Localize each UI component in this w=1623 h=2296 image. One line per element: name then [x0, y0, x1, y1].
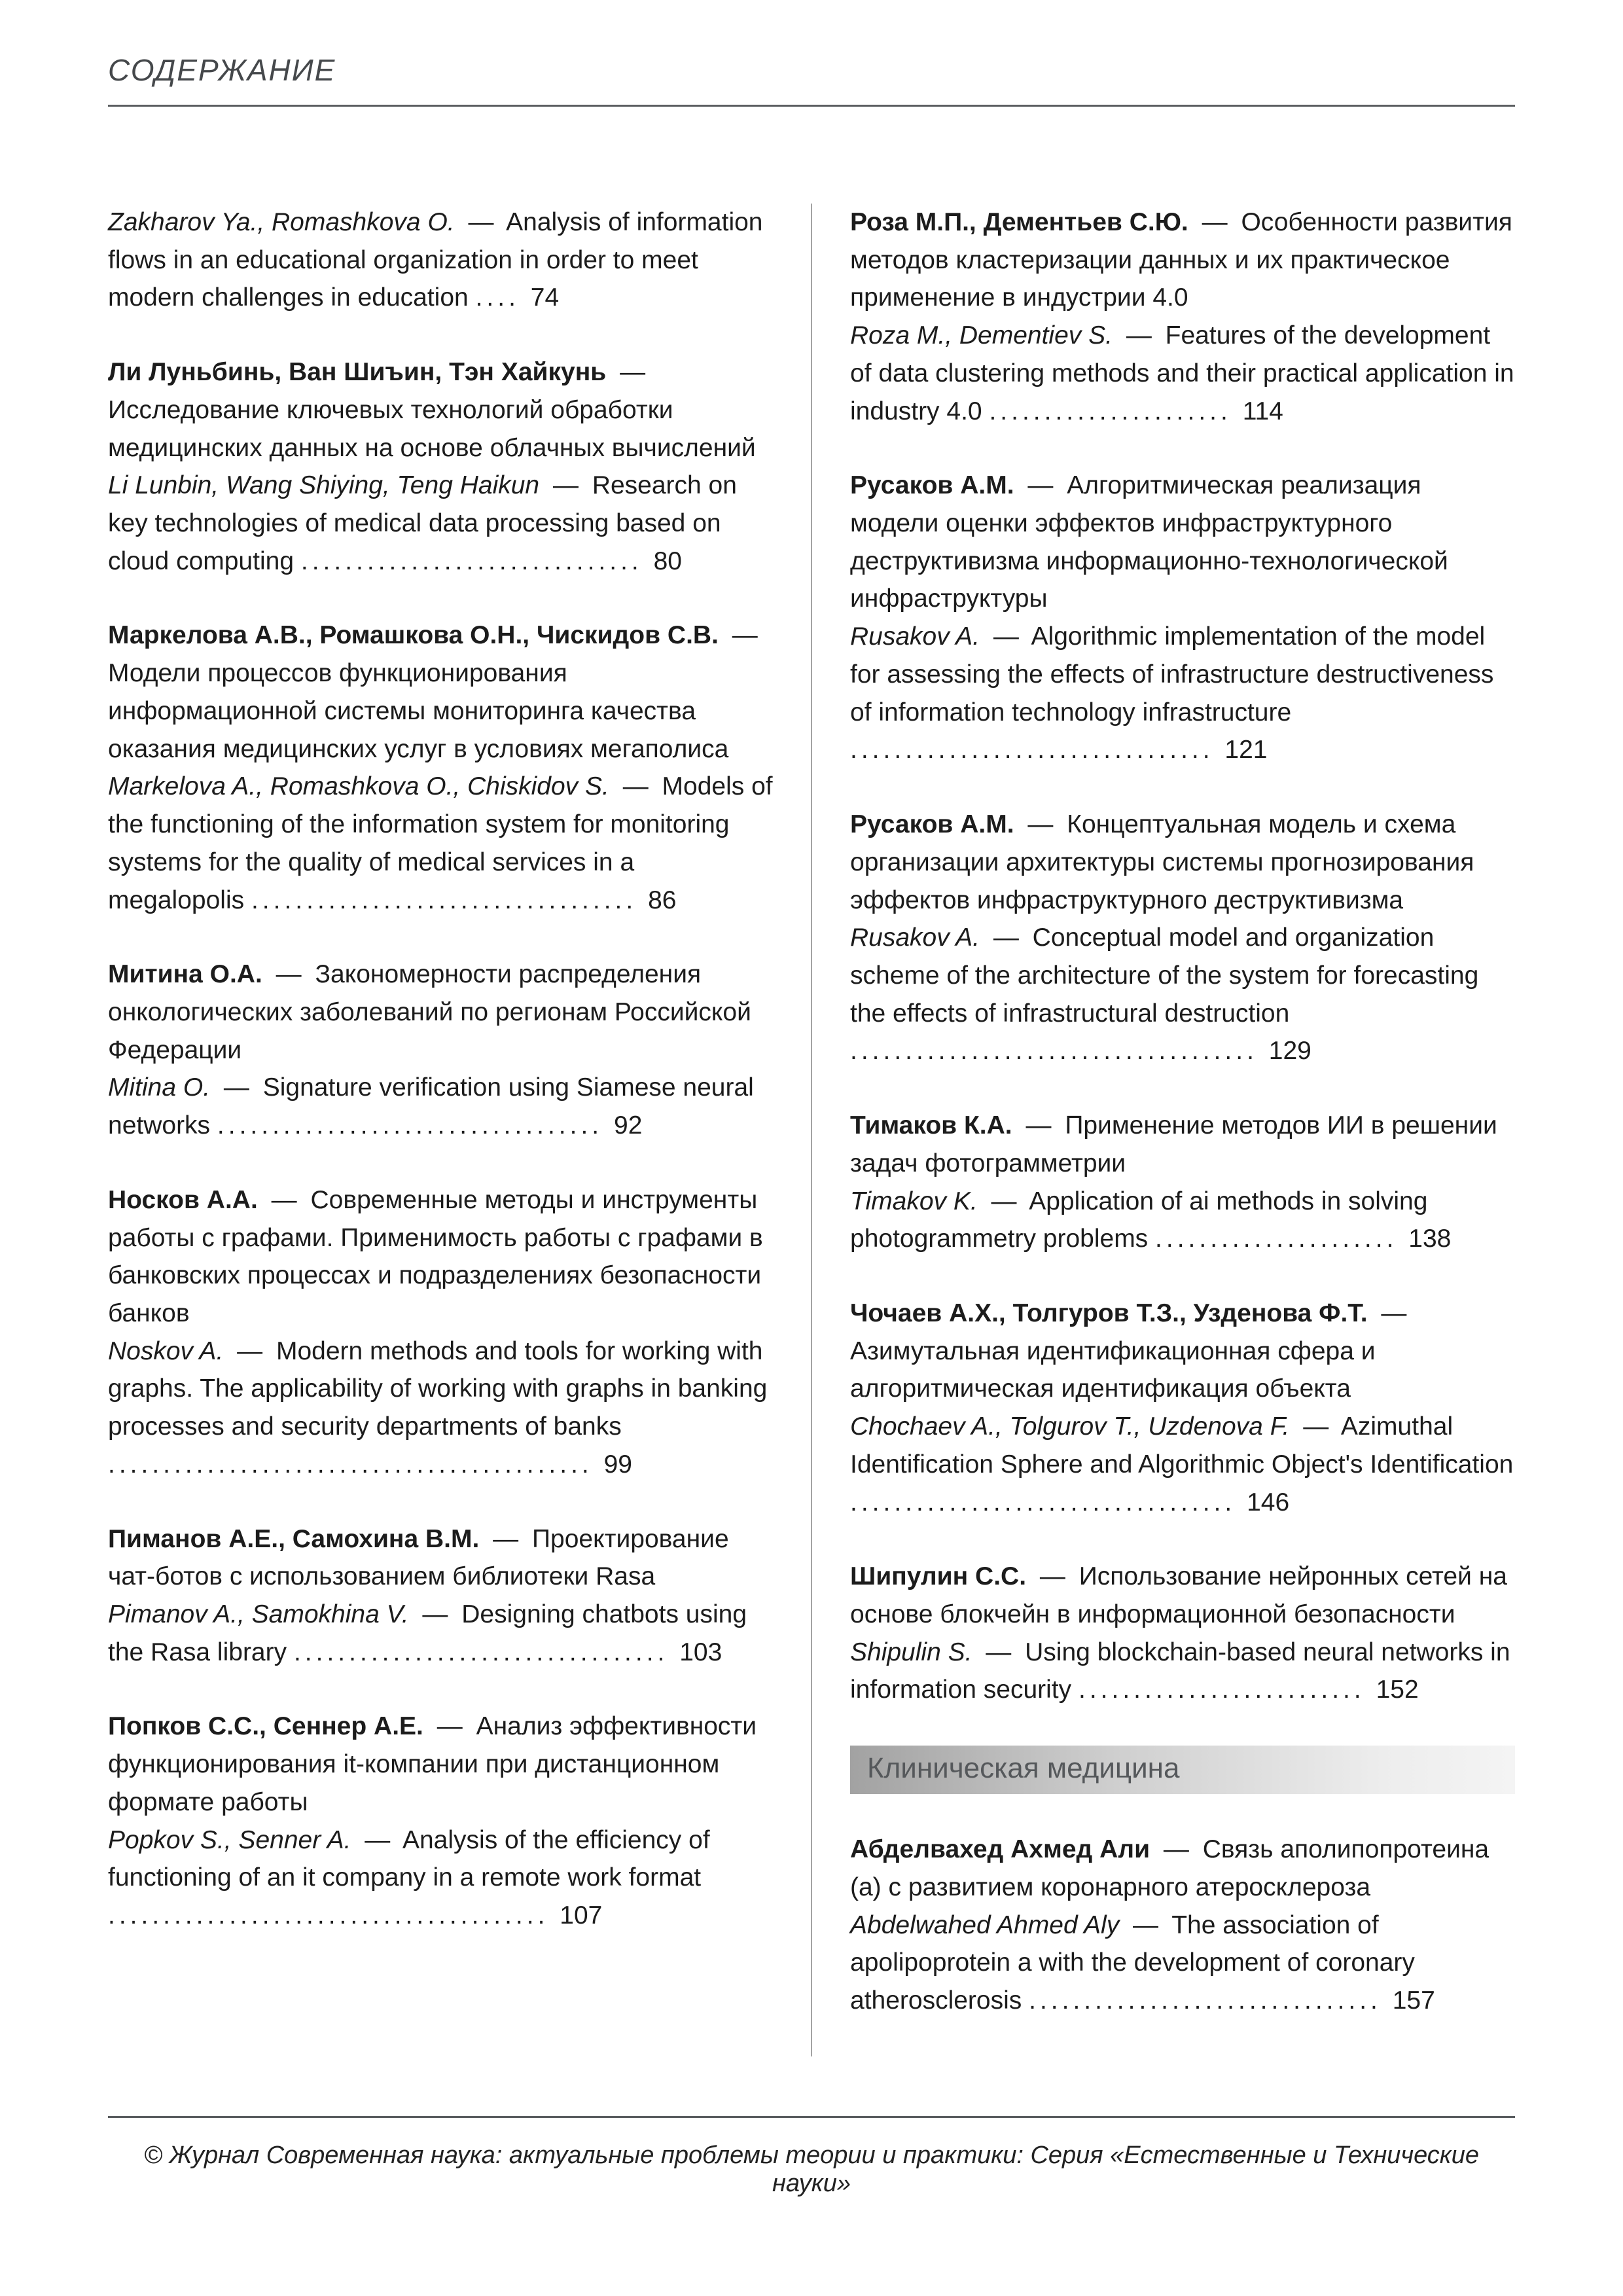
em-dash: — [468, 208, 494, 236]
entry-english-part [850, 317, 1515, 430]
entry-title-ru: Современные методы и инструменты работы с графами. Применимость работы с графами в банковских процессах и подразделениях безопасности банков [108, 1185, 763, 1327]
entry-title-ru: Применение методов ИИ в решении задач фотограмметрии [850, 1111, 1497, 1177]
entry-page-number: 121 [1224, 736, 1268, 764]
entry-english-part [108, 1821, 773, 1935]
em-dash: — [1202, 208, 1228, 236]
entry-title-en: The association of apolipoprotein a with the development of coronary atherosclerosis [850, 1910, 1415, 2015]
toc-entry [108, 204, 773, 317]
dot-leader: ............................... [300, 547, 643, 575]
entry-english-part [108, 204, 773, 317]
entry-page-number: 74 [530, 283, 560, 312]
toc-entry [850, 1558, 1515, 1709]
em-dash: — [993, 622, 1019, 651]
toc-entry [108, 617, 773, 919]
toc-entry [850, 467, 1515, 769]
toc-entry [108, 1520, 773, 1672]
entry-page-number: 157 [1392, 1986, 1435, 2015]
entry-title-ru: Алгоритмическая реализация модели оценки эффектов инфраструктурного деструктивизма информационно-технологической инфраструктуры [850, 471, 1448, 613]
entry-title-en: Modern methods and tools for working with graphs. The applicability of working with graphs in banking processes and security departments of banks [108, 1336, 768, 1441]
em-dash: — [422, 1600, 448, 1628]
entry-authors-en: Rusakov A. [850, 924, 980, 952]
entry-russian-part [108, 956, 773, 1069]
entry-title-en: Designing chatbots using the Rasa library [108, 1600, 747, 1666]
em-dash: — [237, 1336, 263, 1365]
entry-authors-en: Roza M., Dementiev S. [850, 321, 1113, 350]
entry-english-part [850, 618, 1515, 769]
entry-authors-ru: Маркелова А.В., Ромашкова О.Н., Чискидов С.В. [108, 621, 719, 650]
section-heading-clinical-medicine [850, 1746, 1515, 1794]
dot-leader: ............................................ [108, 1450, 593, 1479]
entry-title-ru: Концептуальная модель и схема организации архитектуры системы прогнозирования эффектов инфраструктурного деструктивизма [850, 810, 1474, 914]
em-dash: — [271, 1185, 297, 1214]
entry-title-en: Algorithmic implementation of the model for assessing the effects of infrastructure destructiveness of information technology infrastructure [850, 622, 1494, 726]
entry-russian-part [108, 617, 773, 768]
entry-russian-part [850, 467, 1515, 618]
toc-column-right [812, 204, 1515, 2056]
entry-title-ru: Модели процессов функционирования информационной системы мониторинга качества оказания медицинских услуг в условиях мегаполиса [108, 659, 729, 763]
dot-leader: ................................. [850, 736, 1214, 764]
em-dash: — [552, 471, 579, 500]
em-dash: — [993, 924, 1019, 952]
toc-entry [108, 956, 773, 1145]
entry-title-en: Models of the functioning of the information system for monitoring systems for the quality of medical services in a megalopolis [108, 772, 773, 914]
entry-title-ru: Использование нейронных сетей на основе блокчейн в информационной безопасности [850, 1562, 1507, 1628]
entry-russian-part [850, 204, 1515, 317]
entry-page-number: 138 [1408, 1225, 1452, 1253]
entry-title-en: Application of ai methods in solving photogrammetry problems [850, 1187, 1428, 1253]
dot-leader: ........................................ [108, 1901, 549, 1930]
dot-leader: ...................... [1155, 1225, 1398, 1253]
entry-page-number: 114 [1242, 397, 1283, 425]
em-dash: — [986, 1638, 1012, 1666]
toc-entry [108, 1181, 773, 1484]
em-dash: — [437, 1712, 463, 1741]
entry-authors-en: Popkov S., Senner A. [108, 1825, 351, 1854]
entry-authors-ru: Тимаков К.А. [850, 1111, 1012, 1140]
toc-entry [850, 1831, 1515, 2020]
entry-authors-ru: Абделвахед Ахмед Али [850, 1835, 1150, 1864]
em-dash: — [1027, 810, 1054, 839]
entry-russian-part [108, 1181, 773, 1333]
entry-russian-part [850, 1831, 1515, 1906]
toc-column-left [108, 204, 812, 2056]
entry-russian-part [850, 1295, 1515, 1408]
entry-page-number: 107 [560, 1901, 603, 1930]
entry-english-part [850, 919, 1515, 1070]
em-dash: — [1039, 1562, 1065, 1591]
entry-title-en: Features of the development of data clustering methods and their practical application in industry 4.0 [850, 321, 1514, 425]
entry-authors-en: Chochaev A., Tolgurov T., Uzdenova F. [850, 1412, 1290, 1441]
page-title: СОДЕРЖАНИЕ [108, 52, 1515, 107]
entry-title-ru: Проектирование чат-ботов с использованием библиотеки Rasa [108, 1524, 729, 1591]
em-dash: — [622, 772, 649, 801]
entry-authors-ru: Чочаев А.Х., Толгуров Т.З., Узденова Ф.Т. [850, 1299, 1368, 1327]
entry-authors-ru: Митина О.А. [108, 960, 262, 989]
entry-authors-ru: Роза М.П., Дементьев С.Ю. [850, 208, 1188, 236]
toc-entry [108, 353, 773, 580]
toc-columns [108, 204, 1515, 2056]
entry-english-part [850, 1907, 1515, 2020]
entry-english-part [108, 467, 773, 580]
em-dash: — [1126, 321, 1152, 350]
page-footer [108, 2116, 1515, 2198]
em-dash: — [365, 1825, 391, 1854]
entry-russian-part [850, 806, 1515, 919]
entry-title-ru: Исследование ключевых технологий обработки медицинских данных на основе облачных вычислений [108, 395, 756, 462]
entry-authors-ru: Русаков А.М. [850, 471, 1014, 500]
entry-english-part [108, 768, 773, 919]
entry-authors-en: Shipulin S. [850, 1638, 972, 1666]
entry-title-en: Signature verification using Siamese neural networks [108, 1073, 754, 1140]
em-dash: — [1381, 1299, 1407, 1327]
entry-authors-ru: Попков С.С., Сеннер А.Е. [108, 1712, 423, 1741]
entry-title-en: Using blockchain-based neural networks in information security [850, 1638, 1510, 1704]
em-dash: — [1303, 1412, 1329, 1441]
entry-english-part [850, 1634, 1515, 1709]
entry-title-en: Conceptual model and organization scheme of the architecture of the system for forecasting the effects of infrastructural destruction [850, 924, 1479, 1028]
entry-authors-en: Markelova A., Romashkova O., Chiskidov S. [108, 772, 609, 801]
entry-russian-part [108, 1520, 773, 1596]
dot-leader: ................................ [1029, 1986, 1382, 2015]
entry-authors-en: Li Lunbin, Wang Shiying, Teng Haikun [108, 471, 540, 500]
entry-russian-part [850, 1107, 1515, 1182]
toc-entry [850, 204, 1515, 430]
entry-title-ru: Анализ эффективности функционирования it-компании при дистанционном формате работы [108, 1712, 757, 1816]
em-dash: — [276, 960, 302, 989]
toc-entry [850, 1295, 1515, 1521]
entry-english-part [108, 1596, 773, 1671]
em-dash: — [620, 358, 646, 387]
em-dash: — [493, 1524, 519, 1553]
em-dash: — [223, 1073, 249, 1102]
entry-page-number: 152 [1376, 1676, 1419, 1704]
em-dash: — [732, 621, 758, 650]
em-dash: — [1026, 1111, 1052, 1140]
entry-title-en: Analysis of information flows in an educational organization in order to meet modern challenges in education [108, 208, 763, 312]
entry-authors-ru: Шипулин С.С. [850, 1562, 1027, 1591]
entry-title-ru: Азимутальная идентификационная сфера и алгоритмическая идентификация объекта [850, 1336, 1376, 1403]
dot-leader: .......................... [1078, 1676, 1365, 1704]
em-dash: — [1133, 1910, 1159, 1939]
entry-page-number: 99 [603, 1450, 632, 1479]
em-dash: — [1027, 471, 1054, 500]
toc-entry [850, 806, 1515, 1070]
entry-authors-ru: Носков А.А. [108, 1185, 258, 1214]
footer-text: © Журнал Современная наука: актуальные проблемы теории и практики: Серия «Естественные и Технические науки» [143, 2142, 1479, 2197]
entry-russian-part [108, 353, 773, 467]
entry-page-number: 80 [653, 547, 682, 575]
entry-authors-ru: Русаков А.М. [850, 810, 1014, 839]
entry-authors-en: Rusakov A. [850, 622, 980, 651]
entry-page-number: 92 [614, 1111, 643, 1140]
entry-english-part [108, 1333, 773, 1484]
entry-authors-ru: Пиманов А.Е., Самохина В.М. [108, 1524, 480, 1553]
entry-english-part [850, 1408, 1515, 1521]
entry-page-number: 146 [1247, 1488, 1290, 1516]
dot-leader: ................................... [850, 1488, 1236, 1516]
em-dash: — [991, 1187, 1017, 1215]
entry-title-ru: Связь аполипопротеина (а) с развитием коронарного атеросклероза [850, 1835, 1489, 1901]
entry-authors-en: Pimanov A., Samokhina V. [108, 1600, 409, 1628]
dot-leader: .... [475, 283, 520, 312]
entry-authors-en: Zakharov Ya., Romashkova O. [108, 208, 455, 236]
entry-authors-en: Timakov K. [850, 1187, 978, 1215]
entry-authors-en: Mitina O. [108, 1073, 211, 1102]
dot-leader: ..................................... [850, 1037, 1258, 1066]
entry-authors-ru: Ли Луньбинь, Ван Шиъин, Тэн Хайкунь [108, 358, 607, 387]
entry-russian-part [850, 1558, 1515, 1633]
entry-english-part [108, 1069, 773, 1144]
entry-title-ru: Закономерности распределения онкологических заболеваний по регионам Российской Федерации [108, 960, 751, 1064]
entry-page-number: 86 [648, 886, 677, 914]
entry-english-part [850, 1183, 1515, 1258]
entry-title-en: Azimuthal Identification Sphere and Algorithmic Object's Identification [850, 1412, 1514, 1479]
entry-page-number: 103 [679, 1638, 722, 1666]
entry-title-en: Research on key technologies of medical data processing based on cloud computing [108, 471, 737, 575]
dot-leader: ...................... [989, 397, 1232, 425]
entry-title-ru: Особенности развития методов кластеризации данных и их практическое применение в индустрии 4.0 [850, 208, 1512, 312]
entry-authors-en: Noskov A. [108, 1336, 224, 1365]
entry-title-en: Analysis of the efficiency of functioning of an it company in a remote work format [108, 1825, 710, 1892]
dot-leader: ................................... [251, 886, 637, 914]
toc-entry [108, 1708, 773, 1934]
entry-russian-part [108, 1708, 773, 1821]
section-heading-label: Клиническая медицина [867, 1752, 1180, 1785]
toc-entry [850, 1107, 1515, 1258]
dot-leader: .................................. [293, 1638, 669, 1666]
dot-leader: ................................... [217, 1111, 603, 1140]
entry-authors-en: Abdelwahed Ahmed Aly [850, 1910, 1120, 1939]
entry-page-number: 129 [1268, 1037, 1311, 1066]
em-dash: — [1163, 1835, 1189, 1864]
